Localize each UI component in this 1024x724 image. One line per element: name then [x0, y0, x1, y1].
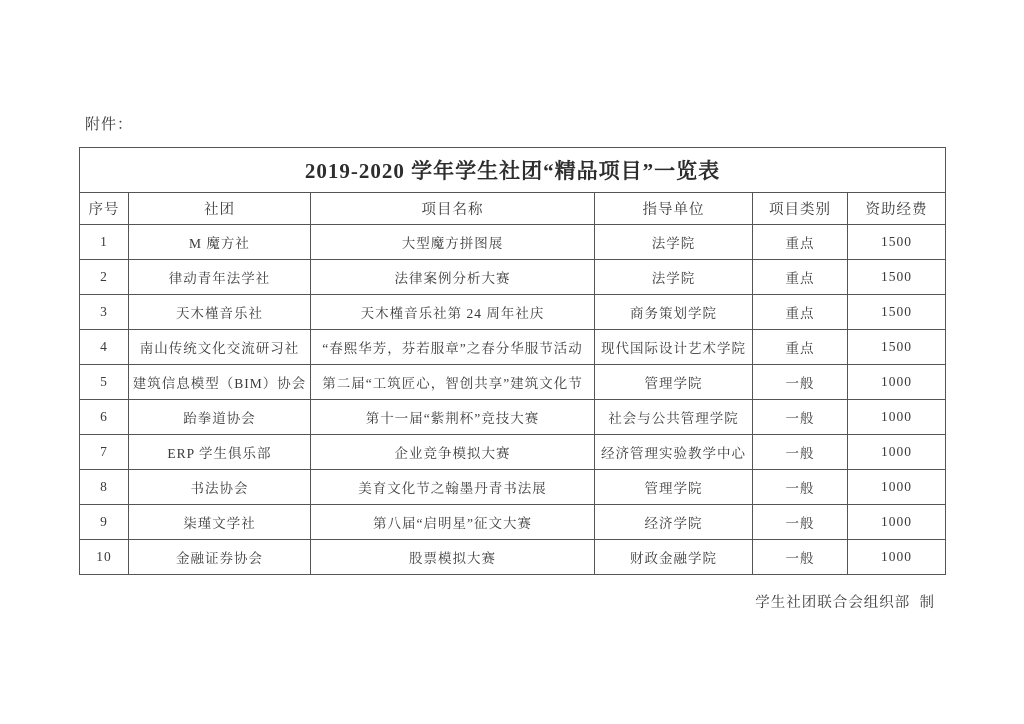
cell-index: 10	[80, 540, 129, 575]
cell-project-name: 股票模拟大赛	[311, 540, 595, 575]
cell-funding: 1000	[848, 505, 946, 540]
cell-advisor-unit: 经济管理实验教学中心	[595, 435, 753, 470]
table-row	[80, 295, 946, 330]
table-row	[80, 470, 946, 505]
col-header-index: 序号	[80, 193, 129, 225]
cell-category: 一般	[753, 540, 848, 575]
table-title: 2019-2020 学年学生社团“精品项目”一览表	[80, 148, 946, 193]
cell-advisor-unit: 法学院	[595, 260, 753, 295]
cell-index: 3	[80, 295, 129, 330]
table-row	[80, 260, 946, 295]
cell-category: 重点	[753, 330, 848, 365]
cell-project-name: 天木槿音乐社第 24 周年社庆	[311, 295, 595, 330]
cell-funding: 1000	[848, 365, 946, 400]
attachment-label: 附件：	[85, 117, 134, 133]
cell-club: 建筑信息模型（BIM）协会	[129, 365, 311, 400]
cell-advisor-unit: 法学院	[595, 225, 753, 260]
cell-club: 金融证券协会	[129, 540, 311, 575]
col-header-advisor-unit: 指导单位	[595, 193, 753, 225]
projects-table	[79, 147, 946, 575]
col-header-club: 社团	[129, 193, 311, 225]
cell-club: 柒瑾文学社	[129, 505, 311, 540]
cell-funding: 1500	[848, 260, 946, 295]
table-row	[80, 225, 946, 260]
cell-advisor-unit: 管理学院	[595, 365, 753, 400]
cell-funding: 1000	[848, 400, 946, 435]
cell-advisor-unit: 现代国际设计艺术学院	[595, 330, 753, 365]
cell-index: 1	[80, 225, 129, 260]
cell-project-name: 第二届“工筑匠心，智创共享”建筑文化节	[311, 365, 595, 400]
cell-funding: 1000	[848, 540, 946, 575]
cell-project-name: 美育文化节之翰墨丹青书法展	[311, 470, 595, 505]
col-header-funding: 资助经费	[848, 193, 946, 225]
table-title-row	[80, 148, 946, 193]
cell-club: 律动青年法学社	[129, 260, 311, 295]
table-row	[80, 330, 946, 365]
cell-category: 一般	[753, 470, 848, 505]
table-row	[80, 365, 946, 400]
cell-funding: 1000	[848, 435, 946, 470]
cell-advisor-unit: 商务策划学院	[595, 295, 753, 330]
cell-index: 4	[80, 330, 129, 365]
table-row	[80, 400, 946, 435]
cell-project-name: 第八届“启明星”征文大赛	[311, 505, 595, 540]
cell-index: 2	[80, 260, 129, 295]
cell-index: 8	[80, 470, 129, 505]
col-header-project-name: 项目名称	[311, 193, 595, 225]
cell-funding: 1500	[848, 330, 946, 365]
footer-credit: 学生社团联合会组织部 制	[755, 595, 935, 611]
cell-advisor-unit: 管理学院	[595, 470, 753, 505]
table-row	[80, 435, 946, 470]
cell-advisor-unit: 财政金融学院	[595, 540, 753, 575]
cell-club: 书法协会	[129, 470, 311, 505]
cell-category: 一般	[753, 435, 848, 470]
cell-category: 一般	[753, 505, 848, 540]
cell-project-name: 大型魔方拼图展	[311, 225, 595, 260]
table-body	[80, 148, 946, 575]
cell-index: 9	[80, 505, 129, 540]
cell-category: 重点	[753, 225, 848, 260]
cell-club: 南山传统文化交流研习社	[129, 330, 311, 365]
cell-advisor-unit: 经济学院	[595, 505, 753, 540]
cell-category: 重点	[753, 260, 848, 295]
cell-project-name: 第十一届“紫荆杯”竞技大赛	[311, 400, 595, 435]
table-header-row	[80, 193, 946, 225]
cell-club: M 魔方社	[129, 225, 311, 260]
cell-funding: 1500	[848, 295, 946, 330]
projects-table-container	[79, 147, 945, 575]
cell-index: 6	[80, 400, 129, 435]
col-header-project-category: 项目类别	[753, 193, 848, 225]
cell-club: 跆拳道协会	[129, 400, 311, 435]
cell-category: 重点	[753, 295, 848, 330]
cell-project-name: 企业竞争模拟大赛	[311, 435, 595, 470]
cell-index: 7	[80, 435, 129, 470]
cell-category: 一般	[753, 365, 848, 400]
table-row	[80, 540, 946, 575]
cell-funding: 1500	[848, 225, 946, 260]
cell-club: 天木槿音乐社	[129, 295, 311, 330]
cell-advisor-unit: 社会与公共管理学院	[595, 400, 753, 435]
cell-index: 5	[80, 365, 129, 400]
cell-project-name: “春熙华芳，芬若服章”之春分华服节活动	[311, 330, 595, 365]
table-row	[80, 505, 946, 540]
cell-club: ERP 学生俱乐部	[129, 435, 311, 470]
cell-funding: 1000	[848, 470, 946, 505]
cell-category: 一般	[753, 400, 848, 435]
cell-project-name: 法律案例分析大赛	[311, 260, 595, 295]
